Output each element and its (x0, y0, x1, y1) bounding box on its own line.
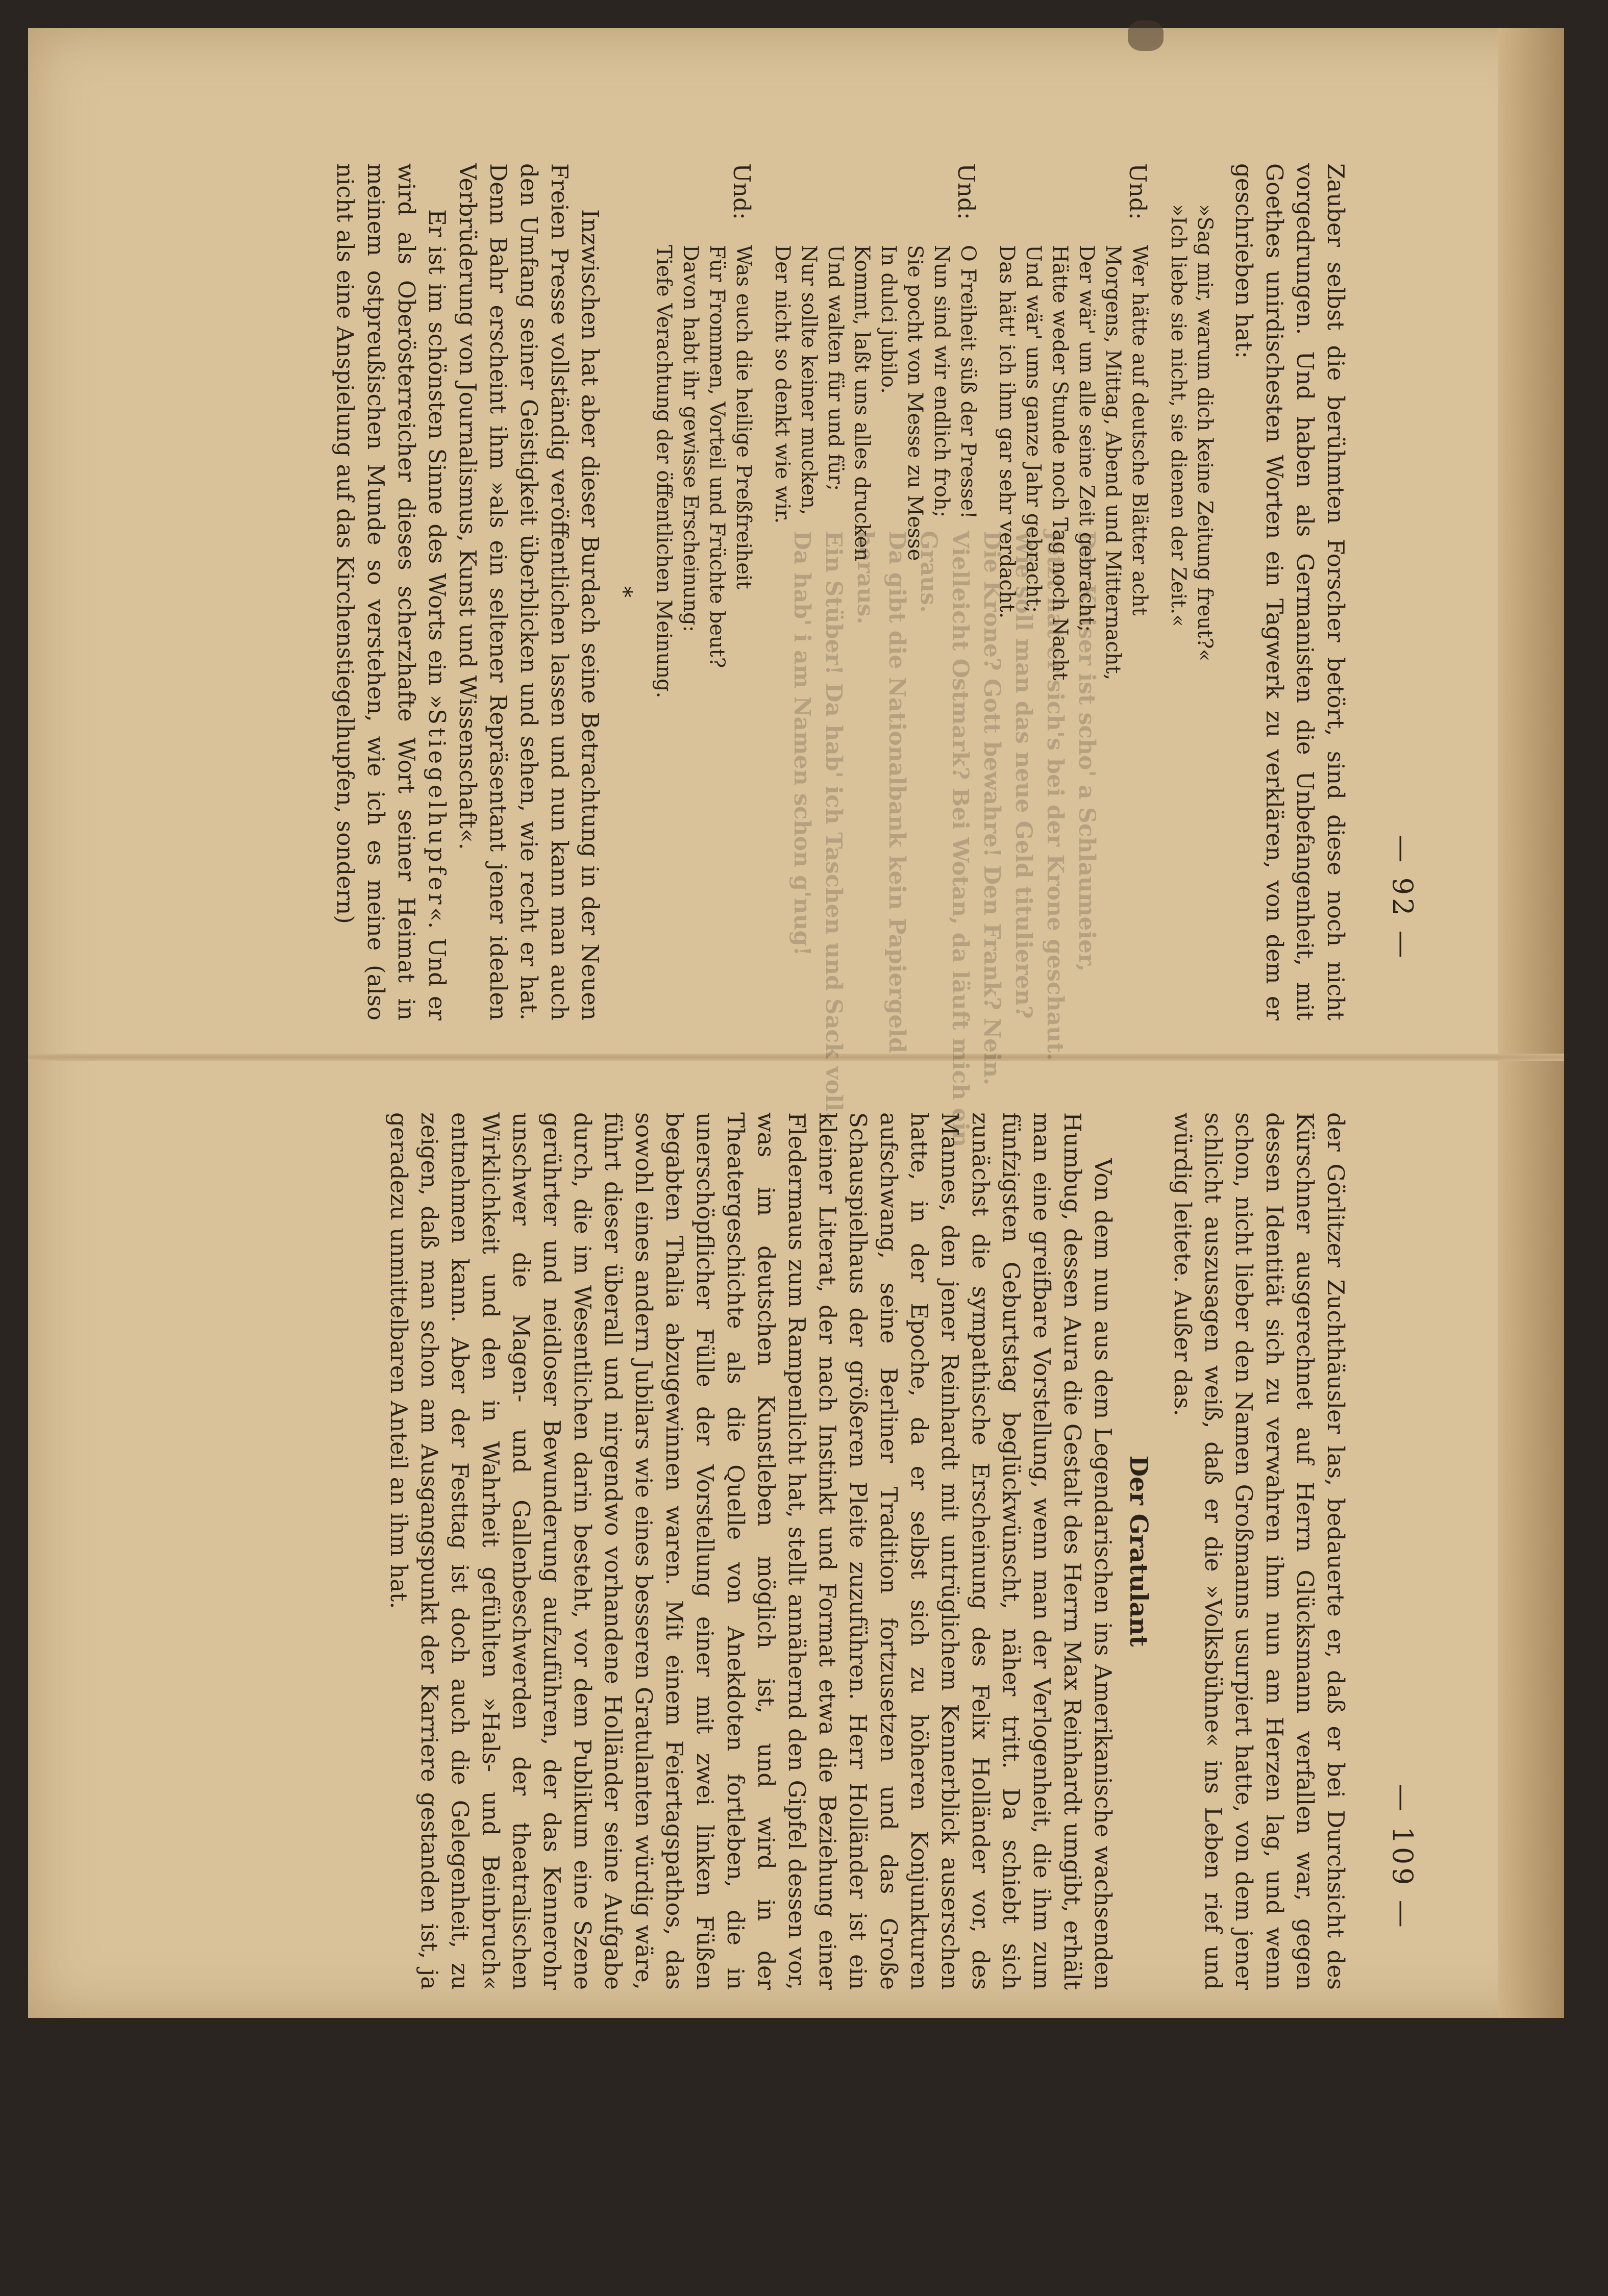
verse-line: Hätte weder Stunde noch Tag noch Nacht (1048, 245, 1072, 681)
quote-line: »Ich liebe sie nicht, sie dienen der Zeit.« (1167, 204, 1190, 627)
intro-paragraph: Zauber selbst die berühmten Forscher betört, sind diese noch nicht vorgedrungen. Und haben als Germanisten die Unbefangenheit, mit Goethes unirdischesten Worten ein Tagwerk zu verklären, von dem er geschrieben hat: (1230, 163, 1349, 1020)
verse-line: Was euch die heilige Preßfreiheit (732, 245, 755, 589)
verse-line: Und wär' ums ganze Jahr gebracht; (1022, 245, 1045, 613)
verse-line: Wer hätte auf deutsche Blätter acht (1128, 245, 1151, 616)
goethe-quote (1165, 204, 1218, 1020)
und-label: Und: (953, 163, 980, 220)
ghost-line: Jetzt hat er sich's bei der Krone geschaut. (1042, 531, 1068, 1061)
verse-line: Der wär' um alle seine Zeit gebracht; (1075, 245, 1098, 632)
verse-block-1 (994, 163, 1153, 1020)
verse-line: Das hätt' ich ihm gar sehr verdacht. (995, 245, 1019, 619)
quote-line: »Sag mir, warum dich keine Zeitung freut?« (1193, 204, 1217, 662)
verse (994, 245, 1153, 681)
verse-line: O Freiheit süß der Presse! (956, 245, 980, 519)
ink-stain (1128, 20, 1164, 51)
verse-line: Kommt, laßt uns alles drucken (850, 245, 874, 562)
page-edge (1498, 28, 1564, 2018)
verse (769, 245, 981, 561)
body-paragraph: Inzwischen hat aber dieser Burdach seine Betrachtung in der Neuen Freien Presse vollständig veröffentlichen lassen und nun kann man auch den Umfang seiner Geistigkeit überblicken und sehen, wie recht er hat. Denn Bahr erscheint ihm »als ein seltener Repräsentant jener idealen Verbrüderung von Journalismus, Kunst und Wissenschaft«. (454, 163, 604, 1020)
ghost-line: Ein Stüber! Da hab' ich Taschen und Sack voll. (821, 531, 847, 1119)
verse-line: Sie pocht von Messe zu Messe (903, 245, 927, 561)
spaced-word: Stiegelhupfer (424, 709, 451, 908)
body-paragraph: Von dem nun aus dem Legendarischen ins Amerikanische wachsenden Humbug, dessen Aura die Gestalt des Herrn Max Reinhardt umgibt, erhält man eine greifbare Vorstellung, wenn man der Verlogenheit, die ihm zum fünfzigsten Geburtstag beglückwünscht, näher tritt. Da schiebt sich zunächst die sympathische Erscheinung des Felix Holländer vor, des Mannes, den jener Reinhardt mit untrüglichem Kennerblick auserschen hatte, in der Epoche, da er selbst sich zu höheren Konjunkturen aufschwang, seine Berliner Tradition fortzusetzen und das Große Schauspielhaus der größeren Pleite zuzuführen. Herr Holländer ist ein kleiner Literat, der nach Instinkt und Format etwa die Beziehung einer Fledermaus zum Rampenlicht hat, stellt annähernd den Gipfel dessen vor, was im deutschen Kunstleben möglich ist, und wird in der Theatergeschichte als die Quelle von Anekdoten fortleben, die in unerschöpflicher Fülle der Vorstellung einer mit zwei linken Füßen begabten Thalia abzugewinnen waren. Mit einem Feiertagspathos, das sowohl eines andern Jubilars wie eines besseren Gratulanten würdig wäre, führt dieser überall und nirgendwo vorhandene Holländer seine Aufgabe durch, die im Wesentlichen darin besteht, vor dem Publikum eine Szene gerührter und neidloser Bewunderung aufzuführen, der das Kennerohr unschwer die Magen- und Gallenbeschwerden der theatralischen Wirklichkeit und den in Wahrheit gefühlten »Hals- und Beinbruch« entnehmen kann. Aber der Festtag ist doch auch die Gelegenheit, zu zeigen, daß man schon am Ausgangspunkt der Karriere gestanden ist, ja geradezu unmittelbaren Anteil an ihm hat. (385, 1112, 1117, 1990)
ghost-line: Der Kaiser ist scho' a Schlaumeier, (1074, 531, 1100, 972)
verse-line: Der nicht so denkt wie wir. (771, 245, 794, 524)
ghost-line: Wie soll man das neue Geld titulieren? (1010, 531, 1036, 1019)
verse-line: Nun sind wir endlich froh; (930, 245, 953, 518)
und-label: Und: (728, 163, 755, 220)
text-run: «. Und er wird als Oberösterreicher dieses scherzhafte Wort seiner Heimat in meinem ostpreußischen Munde so verstehen, wie ich es meine (also nicht als eine Anspielung auf das Kirchenstiegelhupfen, sondern) (332, 163, 451, 1020)
intro-paragraph: der Görlitzer Zuchthäusler las, bedauerte er, daß er bei Durchsicht des Kürschner ausgerechnet auf Herrn Glücksmann verfallen war, gegen dessen Identität sich zu verwahren ihm nun am Herzen lag, und wenn schon, nicht lieber den Namen Großmanns usurpiert hatte, von dem jener schlicht auszusagen weiß, daß er die »Volksbühne« ins Leben rief und würdig leitete. Außer das. (1169, 1112, 1349, 1990)
verse-line: Davon habt ihr gewisse Erscheinung: (679, 245, 702, 633)
verse (651, 245, 757, 698)
ghost-line: Da hab' i am Namen schon g'nug! (789, 531, 815, 956)
center-fold (28, 1054, 1564, 1061)
verse-block-2 (769, 163, 981, 1020)
verse-line: In dulci jubilo. (877, 245, 900, 394)
verse-line: Für Frommen, Vorteil und Früchte beut? (705, 245, 729, 668)
body-paragraph (330, 163, 452, 1020)
verse-line: Und walten für und für; (824, 245, 847, 491)
article-title: Der Gratulant (1124, 1455, 1153, 1647)
page-92 (245, 163, 1419, 1020)
verse-block-3 (651, 163, 757, 1020)
page-109 (245, 1112, 1419, 1990)
verse-line: Morgens, Mittag, Abend und Mitternacht, (1101, 245, 1125, 681)
ghost-line: Vielleicht Ostmark? Bei Wotan, da läuft mich ein Graus. (916, 531, 973, 1147)
ghost-line: Da gibt die Nationalbank kein Papiergeld heraus. (852, 531, 910, 1053)
verse-line: Nur sollte keiner mucken, (797, 245, 821, 515)
page-number: — 109 — (1387, 1784, 1419, 1931)
page-number: — 92 — (1387, 835, 1419, 961)
text-run: Er ist im schönsten Sinne des Worts ein » (424, 209, 451, 709)
ghost-line: Die Krone? Gott bewahre! Den Frank? Nein. (979, 531, 1005, 1086)
und-label: Und: (1124, 163, 1151, 220)
section-separator: * (610, 586, 637, 598)
verse-line: Tiefe Verachtung der öffentlichen Meinung. (652, 245, 676, 698)
